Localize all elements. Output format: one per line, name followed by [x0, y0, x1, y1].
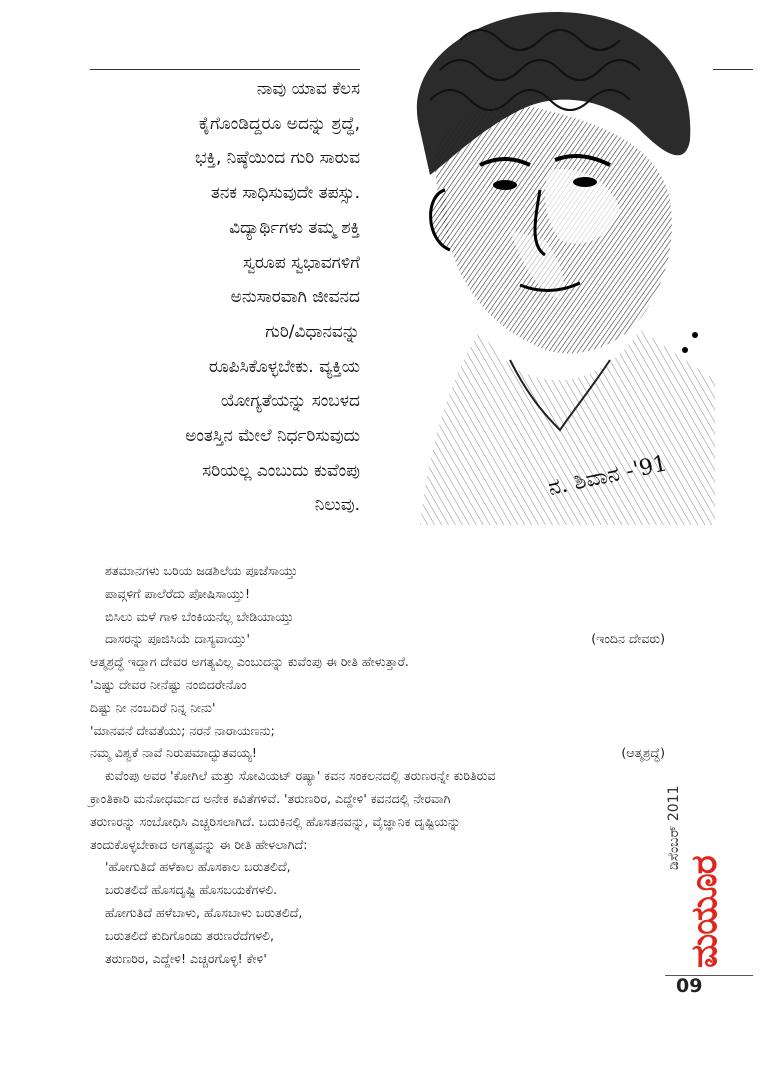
article-body — [90, 560, 690, 970]
verse-line: ಬರುತಲಿದೆ ಹೊಸದೃಷ್ಟಿ ಹೊಸಬಯಕೆಗಳಲಿ. — [105, 882, 278, 898]
portrait-sketch — [360, 0, 715, 525]
prose-line: ಆತ್ಮಶ್ರದ್ಧೆ ಇದ್ದಾಗ ದೇವರ ಅಗತ್ಯವಿಲ್ಲ ಎಂಬುದನ್ನು ಕುವೆಂಪು ಈ ರೀತಿ ಹೇಳುತ್ತಾರೆ. — [90, 654, 409, 670]
verse-line: ಪಾವ್ಗಳಿಗೆ ಪಾಲೆರೆದು ಪೋಷಿಸಾಯ್ತು! — [105, 585, 250, 601]
pull-quote-line: ನಾವು ಯಾವ ಕೆಲಸ — [256, 79, 360, 99]
prose-line: ಕುವೆಂಪು ಅವರ 'ಕೋಗಿಲೆ ಮತ್ತು ಸೋವಿಯಟ್ ರಷ್ಯಾ' ಕವನ ಸಂಕಲನದಲ್ಲಿ ತರುಣರನ್ನೇ ಕುರಿತಿರುವ — [105, 768, 496, 784]
verse-line — [90, 628, 690, 651]
artist-signature: ನ. ಶಿವಾನ -'91 — [546, 451, 670, 501]
pull-quote-line: ಸರಿಯಲ್ಲ ಎಂಬುದು ಕುವೆಂಪು — [202, 460, 360, 481]
pull-quote-line: ರೂಪಿಸಿಕೊಳ್ಳಬೇಕು. ವ್ಯಕ್ತಿಯ — [208, 356, 360, 377]
pull-quote-line: ಅಂತಸ್ತಿನ ಮೇಲೆ ನಿರ್ಧರಿಸುವುದು — [185, 426, 360, 447]
poem-reference: (ಇಂದಿನ ದೇವರು) — [591, 631, 665, 647]
issue-date: ಡಿಸೆಂಬರ್ 2011 — [666, 785, 682, 870]
pull-quote-line: ಗುರಿ/ವಿಧಾನವನ್ನು — [265, 321, 360, 342]
poem-reference: (ಆತ್ಮಶ್ರದ್ಧೆ) — [621, 745, 665, 761]
prose-line: ಕ್ರಾಂತಿಕಾರಿ ಮನೋಧರ್ಮದ ಅನೇಕ ಕವಿತೆಗಳಿವೆ. 'ತರುಣರಿರ, ಎದ್ದೇಳಿ' ಕವನದಲ್ಲಿ ನೇರವಾಗಿ — [90, 790, 451, 806]
verse-line: ಬರುತಲಿದೆ ಕುದಿಗೊಂಡು ತರುಣರೆದೆಗಳಲಿ, — [105, 927, 275, 943]
pull-quote-line: ಯೋಗ್ಯತೆಯನ್ನು ಸಂಬಳದ — [220, 391, 360, 412]
pull-quote-line: ತನಕ ಸಾಧಿಸುವುದೇ ತಪಸ್ಸು. — [210, 183, 360, 204]
prose-line: ತರುಣರನ್ನು ಸಂಬೋಧಿಸಿ ಎಚ್ಚರಿಸಲಾಗಿದೆ. ಬದುಕಿನಲ್ಲಿ ಹೊಸತನವನ್ನು, ವೈಜ್ಞಾನಿಕ ದೃಷ್ಟಿಯನ್ನು — [90, 813, 461, 829]
verse-text: ನಮ್ಮ ವಿಶ್ವಕೆ ನಾವೆ ನಿರುಪಮಾದ್ಭುತವಯ್ಯ! — [90, 745, 257, 761]
pull-quote-line: ಕೈಗೊಂಡಿದ್ದರೂ ಅದನ್ನು ಶ್ರದ್ಧೆ, — [198, 113, 360, 134]
verse-line: ತರುಣರಿರ, ಎದ್ದೇಳಿ! ಎಚ್ಚರಗೊಳ್ಳಿ! ಕೇಳಿ' — [105, 950, 267, 966]
pull-quote-line: ವಿದ್ಯಾರ್ಥಿಗಳು ತಮ್ಮ ಶಕ್ತಿ — [229, 217, 360, 238]
verse-line: ಬಿಸಿಲು ಮಳೆ ಗಾಳಿ ಬೆಂಕಿಯನೆಲ್ಲ ಬೇಡಿಯಾಯ್ತು — [105, 608, 294, 624]
verse-line: 'ಹೋಗುತಿದೆ ಹಳೆಕಾಲ ಹೊಸಕಾಲ ಬರುತಲಿದೆ, — [105, 859, 291, 875]
verse-text: ದಾಸರನ್ನು ಪೂಜಿಸಿಯೆ ದಾಸ್ಯವಾಯ್ತು' — [105, 631, 250, 647]
magazine-logo: ಮಯೂರ — [684, 856, 725, 968]
pull-quote — [80, 72, 360, 523]
verse-line: 'ಎಷ್ಟು ದೇವರ ನೀನೆಷ್ಟು ನಂಬಿದರೇನೊಂ — [90, 676, 247, 692]
verse-line — [90, 742, 690, 765]
pull-quote-line: ಸ್ವರೂಪ ಸ್ವಭಾವಗಳಿಗೆ — [242, 252, 360, 273]
page-number: 09 — [676, 975, 703, 997]
pull-quote-line: ಭಕ್ತಿ, ನಿಷ್ಠೆಯಿಂದ ಗುರಿ ಸಾರುವ — [194, 148, 360, 169]
verse-line: ಶತಮಾನಗಳು ಬರಿಯ ಜಡಶಿಲೆಯ ಪೂಜೆಸಾಯ್ತು — [105, 563, 298, 578]
verse-line: 'ಮಾನವನೆ ದೇವತೆಯು; ನರನೆ ನಾರಾಯಣನು; — [90, 722, 275, 738]
verse-line: ಹೋಗುತಿದೆ ಹಳೆಬಾಳು, ಹೊಸಬಾಳು ಬರುತಲಿದೆ, — [105, 904, 303, 920]
verse-line: ದಿಷ್ಟು ನೀ ನಂಬದಿರೆ ನಿನ್ನ ನೀನು' — [90, 699, 216, 715]
pull-quote-line: ಅನುಸಾರವಾಗಿ ಜೀವನದ — [230, 287, 360, 308]
pull-quote-line: ನಿಲುವು. — [314, 495, 360, 516]
top-rule-left — [90, 69, 360, 70]
top-rule-right — [713, 69, 753, 70]
prose-line: ತಂದುಕೊಳ್ಳಬೇಕಾದ ಅಗತ್ಯವನ್ನು ಈ ರೀತಿ ಹೇಳಲಾಗಿದೆ: — [90, 836, 308, 852]
